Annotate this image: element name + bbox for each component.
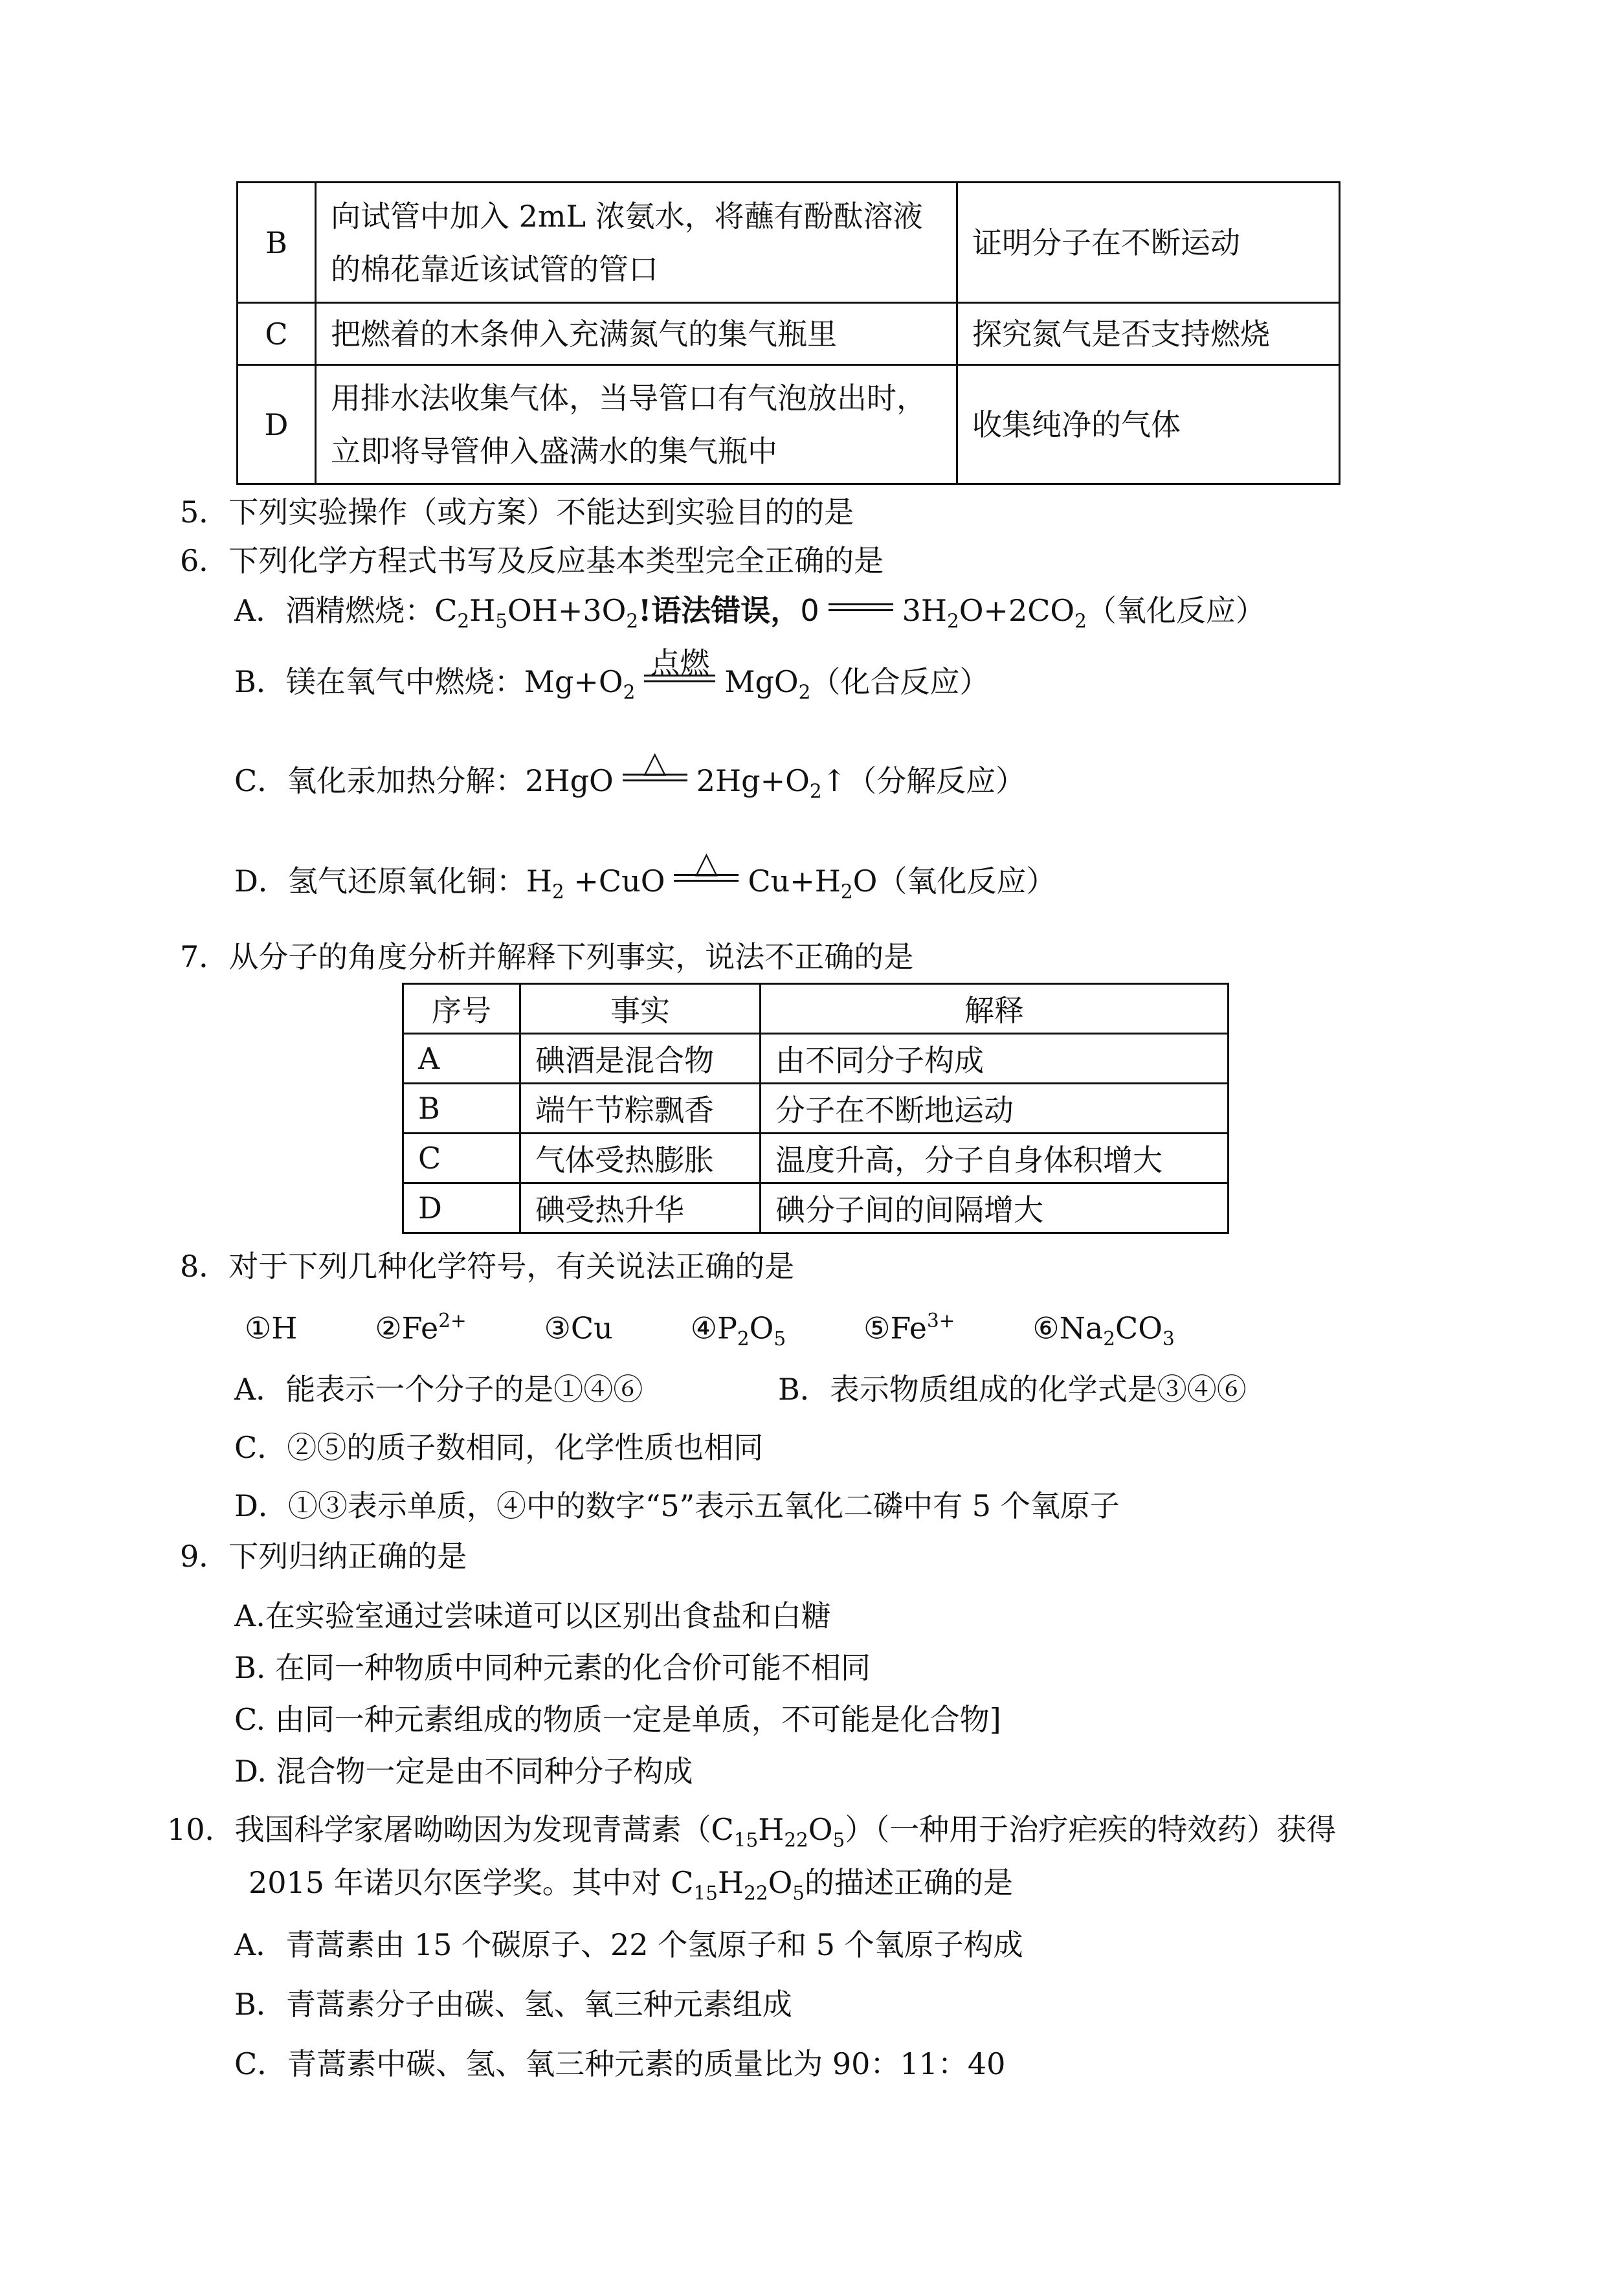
row-id: C bbox=[238, 303, 316, 365]
table-row bbox=[403, 1134, 1229, 1183]
row-id: B bbox=[238, 183, 316, 303]
operation-line: 向试管中加入 2mL 浓氨水，将蘸有酚酞溶液 bbox=[331, 198, 923, 234]
q6c-prefix: C．氧化汞加热分解：2HgO bbox=[234, 763, 614, 798]
q6-option-a: A．酒精燃烧：$C_2H_5OH+3O_2$!语法错误，0 $3H_2O+2CO_2$（氧化反应） bbox=[234, 593, 1265, 632]
q6c-condition: △ bbox=[643, 744, 667, 779]
q8-option-c: C．②⑤的质子数相同，化学性质也相同 bbox=[234, 1430, 764, 1465]
q8-option-d: D．①③表示单质，④中的数字“5”表示五氧化二磷中有 5 个氧原子 bbox=[234, 1488, 1120, 1523]
operation-cell bbox=[316, 365, 957, 484]
q6a-zero: 0 bbox=[800, 593, 819, 628]
symbol-6: ⑥Na bbox=[1032, 1310, 1104, 1346]
q6-option-d: D．氢气还原氧化铜：$H_2 +CuO$ △ $Cu+H_2O$（氧化反应） bbox=[234, 844, 1056, 903]
q8-option-a: A．能表示一个分子的是①④⑥ bbox=[234, 1372, 643, 1407]
question-10-stem-line1: 10．我国科学家屠呦呦因为发现青蒿素$(C_{15}H_{22}O_5)$（一种用于治疗疟疾的特效药）获得 bbox=[167, 1812, 1337, 1851]
operation-line: 的棉花靠近该试管的管口 bbox=[331, 251, 658, 287]
q10-stem-part1: 10．我国科学家屠呦呦因为发现青蒿素（C bbox=[167, 1812, 734, 1847]
q6d-condition: △ bbox=[695, 844, 718, 880]
q10-option-b: B．青蒿素分子由碳、氢、氧三种元素组成 bbox=[234, 1987, 792, 2022]
q6c-product: 2Hg+O bbox=[696, 763, 810, 798]
table-row bbox=[238, 365, 1340, 484]
question-9-stem: 9．下列归纳正确的是 bbox=[180, 1539, 467, 1574]
table-cell: 气体受热膨胀 bbox=[520, 1134, 761, 1183]
symbol-4: ④P bbox=[690, 1310, 737, 1346]
row-id: D bbox=[238, 365, 316, 484]
q6a-prefix: A．酒精燃烧：C bbox=[234, 593, 458, 628]
question-5: 5．下列实验操作（或方案）不能达到实验目的的是 bbox=[180, 495, 854, 530]
table-cell: D bbox=[403, 1183, 520, 1233]
q9-option-c: C. 由同一种元素组成的物质一定是单质，不可能是化合物] bbox=[234, 1702, 1001, 1737]
table-row bbox=[403, 1183, 1229, 1233]
q8-option-b: B．表示物质组成的化学式是③④⑥ bbox=[778, 1372, 1247, 1407]
q6b-tail: （化合反应） bbox=[810, 664, 990, 699]
operation-line: 用排水法收集气体，当导管口有气泡放出时， bbox=[331, 380, 926, 416]
q6-option-b: B．镁在氧气中燃烧：$Mg+O_2$ 点燃 MgO$_2$（化合反应） bbox=[234, 645, 990, 704]
question-10-stem-line2: 2015 年诺贝尔医学奖。其中对 $C_{15}H_{22}O_5$的描述正确的是 bbox=[249, 1865, 1014, 1905]
table-row bbox=[238, 183, 1340, 303]
q6a-error-note: !语法错误， bbox=[638, 593, 801, 628]
header-cell: 解释 bbox=[761, 984, 1229, 1034]
q6d-product: Cu+H bbox=[748, 864, 841, 899]
q6-option-c: C．氧化汞加热分解：2HgO △ $2Hg+O_2↑$（分解反应） bbox=[234, 744, 1026, 803]
table-cell: 碘分子间的间隔增大 bbox=[761, 1183, 1229, 1233]
experiment-table bbox=[236, 181, 1340, 485]
table-header-row bbox=[403, 984, 1229, 1034]
table-cell: A bbox=[403, 1034, 520, 1084]
table-cell: 碘酒是混合物 bbox=[520, 1034, 761, 1084]
table-cell: 由不同分子构成 bbox=[761, 1034, 1229, 1084]
header-cell: 序号 bbox=[403, 984, 520, 1034]
q6d-mid: +CuO bbox=[564, 864, 665, 899]
purpose-cell: 收集纯净的气体 bbox=[957, 365, 1340, 484]
table-cell: 分子在不断地运动 bbox=[761, 1084, 1229, 1134]
operation-cell bbox=[316, 183, 957, 303]
table-cell: 温度升高，分子自身体积增大 bbox=[761, 1134, 1229, 1183]
q6c-tail: ↑（分解反应） bbox=[821, 763, 1026, 798]
header-cell: 事实 bbox=[520, 984, 761, 1034]
q10-stem-part2: ）（一种用于治疗疟疾的特效药）获得 bbox=[845, 1812, 1337, 1847]
table-row bbox=[238, 303, 1340, 365]
q9-option-a: A.在实验室通过尝味道可以区别出食盐和白糖 bbox=[234, 1598, 831, 1633]
q6d-prefix: D．氢气还原氧化铜：H bbox=[234, 864, 552, 899]
purpose-cell: 探究氮气是否支持燃烧 bbox=[957, 303, 1340, 365]
symbol-2: ②Fe bbox=[375, 1310, 439, 1346]
table-row bbox=[403, 1034, 1229, 1084]
question-7-stem: 7．从分子的角度分析并解释下列事实，说法不正确的是 bbox=[180, 939, 914, 974]
table-cell: 碘受热升华 bbox=[520, 1183, 761, 1233]
q6b-prefix: B．镁在氧气中燃烧：Mg+O bbox=[234, 664, 623, 699]
table-cell: C bbox=[403, 1134, 520, 1183]
q6a-tail: （氧化反应） bbox=[1086, 593, 1265, 628]
question-6-stem: 6．下列化学方程式书写及反应基本类型完全正确的是 bbox=[180, 543, 884, 578]
q6b-condition: 点燃 bbox=[650, 645, 710, 680]
table-cell: B bbox=[403, 1084, 520, 1134]
q10-stem-line2-part1: 2015 年诺贝尔医学奖。其中对 C bbox=[249, 1865, 694, 1900]
question-8-stem: 8．对于下列几种化学符号，有关说法正确的是 bbox=[180, 1249, 795, 1284]
table-cell: 端午节粽飘香 bbox=[520, 1084, 761, 1134]
q7-table bbox=[402, 983, 1229, 1234]
q10-option-a: A．青蒿素由 15 个碳原子、22 个氢原子和 5 个氧原子构成 bbox=[234, 1927, 1023, 1962]
symbol-1: ①H bbox=[245, 1310, 298, 1346]
q8-symbols: ①H $②Fe^{2+}$ ③Cu $④P_2O_5$ $⑤Fe^{3+}$ $⑥Na_2CO_3$ bbox=[245, 1310, 1175, 1350]
q10-stem-line2-part2: 的描述正确的是 bbox=[805, 1865, 1014, 1900]
q9-option-d: D. 混合物一定是由不同种分子构成 bbox=[234, 1754, 693, 1789]
purpose-cell: 证明分子在不断运动 bbox=[957, 183, 1340, 303]
symbol-5: ⑤Fe bbox=[863, 1310, 927, 1346]
q6b-product: MgO bbox=[724, 664, 799, 699]
table-row bbox=[403, 1084, 1229, 1134]
operation-cell: 把燃着的木条伸入充满氮气的集气瓶里 bbox=[316, 303, 957, 365]
operation-line: 立即将导管伸入盛满水的集气瓶中 bbox=[331, 433, 777, 469]
q6d-tail: O（氧化反应） bbox=[852, 864, 1056, 899]
symbol-3: ③Cu bbox=[544, 1310, 613, 1346]
q10-option-c: C．青蒿素中碳、氢、氧三种元素的质量比为 90：11：40 bbox=[234, 2046, 1006, 2081]
q9-option-b: B. 在同一种物质中同种元素的化合价可能不相同 bbox=[234, 1650, 871, 1685]
